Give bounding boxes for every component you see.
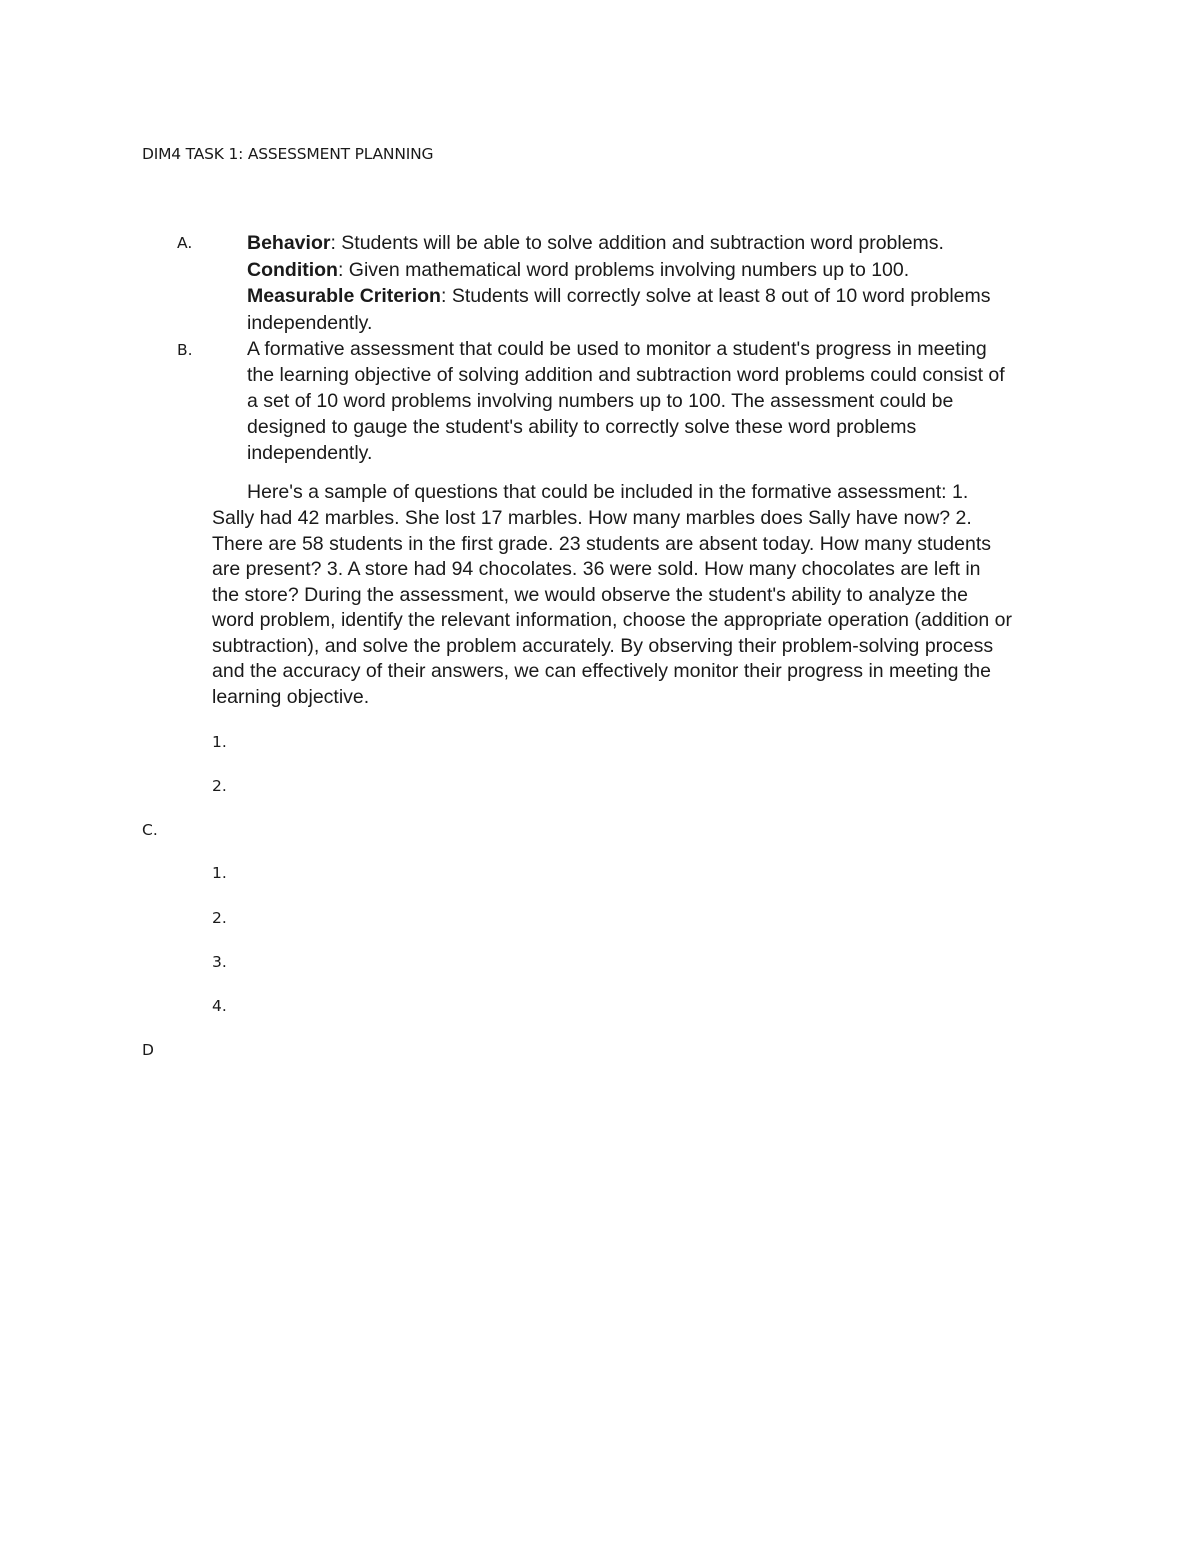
criterion-line-2: independently. (247, 312, 373, 334)
condition-text: : Given mathematical word problems involving numbers up to 100. (337, 259, 910, 281)
sample-line: are present? 3. A store had 94 chocolates. 36 were sold. How many chocolates are left in (212, 558, 981, 580)
section-d-marker: D (142, 1041, 154, 1059)
sample-line: learning objective. (212, 686, 370, 708)
sample-line: and the accuracy of their answers, we can effectively monitor their progress in meeting the (212, 660, 991, 682)
section-b-line: the learning objective of solving addition and subtraction word problems could consist of (247, 364, 1005, 386)
list-number: 3. (212, 953, 227, 971)
list-number: 2. (212, 777, 227, 795)
condition-label: Condition (247, 259, 338, 281)
sample-line: Sally had 42 marbles. She lost 17 marbles. How many marbles does Sally have now? 2. (212, 507, 972, 529)
list-number: 2. (212, 909, 227, 927)
list-number: 1. (212, 733, 227, 751)
section-b-line: A formative assessment that could be used to monitor a student's progress in meeting (247, 338, 987, 360)
section-b-line: a set of 10 word problems involving numbers up to 100. The assessment could be (247, 390, 954, 412)
sample-line: subtraction), and solve the problem accurately. By observing their problem-solving process (212, 635, 994, 657)
criterion-text: : Students will correctly solve at least 8 out of 10 word problems (440, 285, 991, 307)
behavior-label: Behavior (247, 232, 331, 254)
sample-line: Here's a sample of questions that could be included in the formative assessment: 1. (247, 481, 969, 503)
criterion-line (247, 283, 991, 309)
sample-line: word problem, identify the relevant information, choose the appropriate operation (addition or (212, 609, 1012, 631)
section-c-marker: C. (142, 821, 158, 839)
list-number: 1. (212, 864, 227, 882)
behavior-line (247, 230, 944, 256)
section-b-line: independently. (247, 442, 373, 464)
section-b-marker: B. (177, 341, 193, 359)
document-title: DIM4 TASK 1: ASSESSMENT PLANNING (142, 145, 434, 163)
condition-line (247, 257, 909, 283)
sample-line: There are 58 students in the first grade. 23 students are absent today. How many students (212, 533, 992, 555)
sample-line: the store? During the assessment, we would observe the student's ability to analyze the (212, 584, 968, 606)
list-number: 4. (212, 997, 227, 1015)
criterion-label: Measurable Criterion (247, 285, 441, 307)
behavior-text: : Students will be able to solve addition and subtraction word problems. (330, 232, 944, 254)
section-b-line: designed to gauge the student's ability to correctly solve these word problems (247, 416, 917, 438)
section-a-marker: A. (177, 234, 193, 252)
